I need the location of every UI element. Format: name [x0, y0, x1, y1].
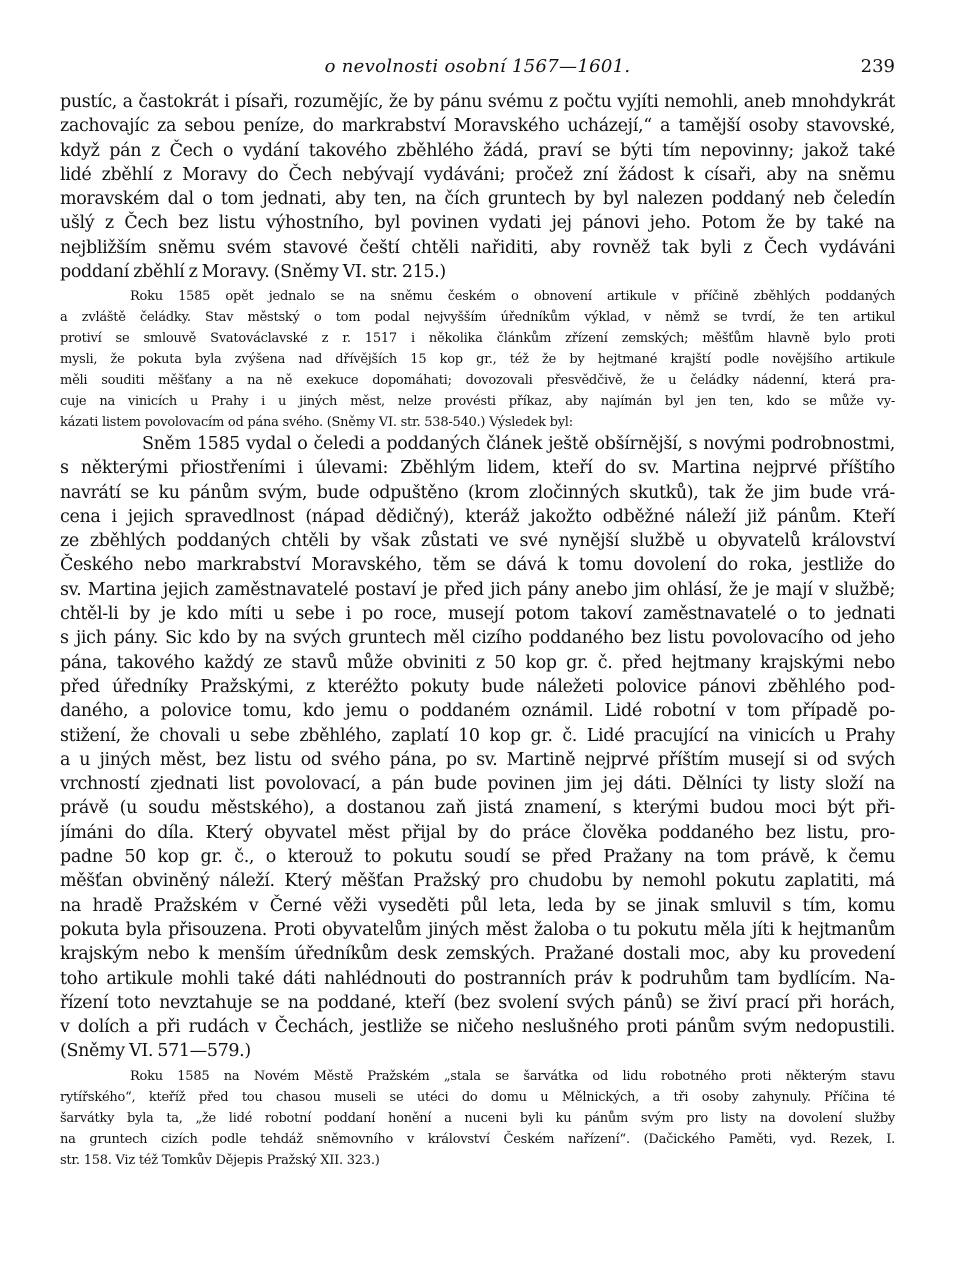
text-line: moravském dal o tom jednati, aby ten, na čích gruntech by byl nalezen poddaný neb čeledín — [60, 189, 895, 210]
text-line: cuje na vinicích u Prahy i u jiných měst, nelze provésti příkaz, aby najímán byl jen ten, kdo se může vy- — [60, 394, 895, 409]
text-line: před úředníky Pražskými, z kteréžto pokuty bude náležeti polovice pánovi zběhlého pod- — [60, 676, 895, 697]
text-line: Českého nebo markrabství Moravského, těm se dává k tomu dovolení do roka, jestliže do — [60, 555, 895, 576]
text-line: krajským nebo k menším úředníkům desk zemských. Pražané dostali moc, aby ku provedení — [60, 944, 895, 965]
text-line: protiví se smlouvě Svatováclavské z r. 1517 i několika článkům zřízení zemských; měšťům hlavně bylo proti — [60, 331, 895, 346]
text-line: s jich pány. Sic kdo by na svých gruntech měl cizího poddaného bez listu povolovacího od jeho — [60, 628, 895, 649]
text-line: ze zběhlých poddaných chtěli by však zůstati ve své nynější službě u obyvatelů království — [60, 531, 895, 552]
text-line: toho artikule mohli také dáti nahlédnouti do postranních práv k podruhům tam bydlícím. Na- — [60, 968, 895, 989]
text-line: str. 158. Viz též Tomkův Dějepis Pražský XII. 323.) — [60, 1153, 380, 1168]
text-line: když pán z Čech o vydání takového zběhlého žádá, praví se býti tím nepovinny; jakož také — [60, 140, 895, 161]
text-line: (Sněmy VI. 571—579.) — [60, 1041, 251, 1062]
page-number: 239 — [860, 56, 895, 77]
text-line: v dolích a při rudách v Čechách, jestliže se ničeho neslušného proti pánům svým nedopustili. — [60, 1017, 895, 1038]
text-line: mysli, že pokuta byla zvýšena nad dřívějších 15 kop gr., též že by hejtmané krajští podle novějšího artikule — [60, 352, 895, 367]
text-line: řízení toto nevztahuje se na poddané, kteří (bez svolení svých pánů) se živí prací při horách, — [60, 992, 895, 1013]
text-line: a u jiných měst, bez listu od svého pána, po sv. Martině nejprvé příštím musejí si od svých — [60, 749, 895, 770]
text-line: sv. Martina jejich zaměstnavatelé postaví je před jich pány anebo jim ohlásí, že je mají v službě; — [60, 579, 895, 600]
running-title: o nevolnosti osobní 1567—1601. — [324, 56, 631, 77]
text-line: pustíc, a častokrát i písaři, rozumějíc, že by pánu svému z počtu vyjíti nemohli, aneb mnohdykrát — [60, 92, 895, 112]
text-line: nejbližším sněmu svém stavové čeští chtěli nařiditi, aby rovněž tak byli z Čech vydáváni — [60, 237, 895, 258]
text-line: pána, takového každý ze stavů může obviniti z 50 kop gr. č. před hejtmany krajskými nebo — [60, 652, 895, 673]
text-line: poddaní zběhlí z Moravy. (Sněmy VI. str. 215.) — [60, 262, 446, 283]
text-line: chtěl-li by je kdo míti u sebe i po roce, musejí potom takoví zaměstnavatelé o to jednati — [60, 604, 895, 625]
footnote-paragraph-sarvatka — [60, 1066, 895, 1171]
text-line: Roku 1585 opět jednalo se na sněmu českém o obnovení artikule v příčině zběhlých poddaných — [130, 289, 895, 304]
text-line: pokuta byla přisouzena. Proti obyvatelům jiných měst žaloba o tu pokutu měla jíti k hejtmanům — [60, 919, 895, 940]
text-line: a zvláště čeládky. Stav městský o tom podal nejvyšším úředníkům výklad, v němž se tvrdí, že ten artikul — [60, 310, 895, 325]
text-line: s některými přiostřeními i úlevami: Zběhlým lidem, kteří do sv. Martina nejprvé příštího — [60, 458, 895, 479]
footnote-paragraph-1585-snem — [60, 286, 895, 433]
text-line: lidé zběhlí z Moravy do Čech nebývají vydáváni; pročež zní žádost k císaři, aby na sněmu — [60, 164, 895, 185]
text-line: na gruntech cizích podle tehdáž sněmovního v království Českém nařízení“. (Dačického Paměti, vyd. Rezek, I. — [60, 1132, 895, 1147]
text-line: Roku 1585 na Novém Městě Pražském „stala se šarvátka od lidu robotného proti některým stavu — [130, 1069, 895, 1084]
text-line: právě (u soudu městského), a dostanou zaň jistá znamení, s kterými budou moci být při- — [60, 798, 895, 819]
text-line: stižení, že chovali u sebe zběhlého, zaplatí 10 kop gr. č. Lidé pracující na vinicích u Prahy — [60, 725, 895, 746]
text-line: jímáni do díla. Který obyvatel měst přijal by do práce člověka poddaného bez listu, pro- — [60, 822, 895, 843]
text-line: zachovajíc za sebou peníze, do markrabství Moravského ucházejí,“ a tamější osoby stavovské, — [60, 116, 895, 137]
running-head — [60, 56, 895, 82]
text-line: měli souditi měšťany a na ně exekuce dopomáhati; dovozovali přesvědčivě, že u čeládky nádenní, která pra- — [60, 373, 895, 388]
text-line: šarvátky byla ta, „že lidé robotní poddaní honění a nuceni byli ku pánům svým pro listy na dovolení služby — [60, 1111, 895, 1126]
text-line: na hradě Pražském v Černé věži vyseděti půl leta, leda by se jinak smluvil s tím, komu — [60, 895, 895, 916]
text-line: rytířského“, kteříž před tou chasou museli se utéci do domu u Mělnických, a tři osoby zahynuly. Příčina té — [60, 1090, 895, 1105]
text-line: Sněm 1585 vydal o čeledi a poddaných článek ještě obšírnější, s novými podrobnostmi, — [142, 434, 895, 454]
text-line: ušlý z Čech bez listu výhostního, byl povinen vydati jej pánovi jeho. Potom že by také na — [60, 213, 895, 234]
paragraph-continuation — [60, 90, 895, 284]
text-line: měšťan obviněný náleží. Který měšťan Pražský pro chudobu by nemohl pokutu zaplatiti, má — [60, 871, 895, 892]
text-line: vrchností zjednati list povolovací, a pán bude povinen jim jej dáti. Dělníci ty listy složí na — [60, 774, 895, 795]
book-page — [60, 0, 895, 1268]
text-line: daného, a polovice tomu, kdo jemu o poddaném oznámil. Lidé robotní v tom případě po- — [60, 701, 895, 722]
text-line: navrátí se ku pánům svým, bude odpuštěno (krom zločinných skutků), tak že jim bude vrá- — [60, 482, 895, 503]
text-line: kázati listem povolovacím od pána svého. (Sněmy VI. str. 538-540.) Výsledek byl: — [60, 415, 573, 430]
paragraph-snem-1585 — [60, 432, 895, 1064]
text-line: cena i jejich spravedlnost (nápad dědičný), kteráž jakožto odběžné náleží již pánům. Kteří — [60, 506, 895, 527]
text-line: padne 50 kop gr. č., o kterouž to pokutu soudí se před Pražany na tom právě, k čemu — [60, 847, 895, 868]
